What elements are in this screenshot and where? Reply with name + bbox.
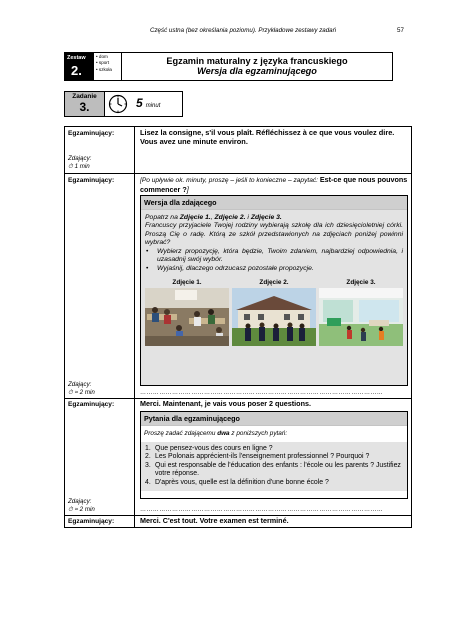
role-zdajacy: Zdający: ⏱ ≈ 2 min	[68, 381, 95, 396]
task-intro: Popatrz na Zdjęcie 1., Zdjęcie 2. i Zdjęcie 3.	[145, 214, 282, 221]
task-bullets	[145, 248, 403, 273]
photo-caption: Zdjęcie 2.	[259, 279, 289, 287]
zestaw-badge	[65, 53, 94, 80]
exam-title	[122, 53, 392, 80]
questions-heading: Pytania dla egzaminującego	[141, 412, 407, 426]
dialogue-table	[64, 126, 412, 528]
zadanie-label: Zadanie	[72, 93, 97, 100]
photo-caption: Zdjęcie 3.	[346, 279, 376, 287]
zadanie-box	[64, 91, 183, 117]
instruction-fr-3: Merci. Maintenant, je vais vous poser 2 questions.	[140, 399, 311, 408]
stopwatch-icon: ⏱	[68, 389, 73, 396]
topic-item: • sport	[96, 60, 110, 66]
task-duration	[131, 92, 182, 116]
topic-list	[94, 53, 122, 80]
photo-caption: Zdjęcie 1.	[172, 279, 202, 287]
student-version-heading: Wersja dla zdającego	[141, 196, 407, 210]
photo-1	[145, 279, 229, 346]
examiner-questions-box	[140, 411, 408, 499]
zestaw-label: Zestaw	[67, 55, 86, 61]
stopwatch-icon: ⏱	[68, 506, 73, 513]
question-list	[141, 442, 407, 491]
zadanie-badge	[65, 92, 105, 116]
question-item: 2. Les Polonais apprécient-ils l'enseignement professionnel ? Pourquoi ?	[145, 453, 370, 461]
role-zdajacy: Zdający: ⏱ 1 min	[68, 155, 92, 170]
duration-unit: minut	[145, 103, 161, 109]
question-item: 4. D'après vous, quelle est la définition d'une bonne école ?	[145, 478, 329, 486]
row-divider	[65, 173, 411, 174]
role-egzaminujacy: Egzaminujący:	[68, 177, 115, 184]
question-item: 1. Que pensez-vous des cours en ligne ?	[145, 445, 273, 452]
questions-instruction: Proszę zadać zdającemu dwa z poniższych pytań:	[144, 430, 288, 437]
topic-item: • szkoła	[96, 66, 112, 72]
topic-item: • dom	[96, 54, 108, 59]
instruction-fr-4: Merci. C'est tout. Votre examen est terminé.	[140, 516, 289, 525]
task-bullet: • Wybierz propozycję, która będzie, Twoim zdaniem, najbardziej odpowiednia, i uzasadnij swój wybór.	[145, 248, 403, 265]
role-egzaminujacy: Egzaminujący:	[68, 518, 115, 525]
role-column	[65, 127, 135, 527]
task-scenario: Francuscy przyjaciele Twojej rodziny wybierają szkołę dla ich dziesięcioletniej córki. Proszą Cię o radę. Którą ze szkół przedstawionych na zdjęciach poniżej powinni wybrać?	[145, 222, 403, 246]
photo-2	[232, 279, 316, 346]
task-bullet: • Wyjaśnij, dlaczego odrzucasz pozostałe propozycje.	[145, 265, 403, 273]
school-uniform-photo	[232, 288, 316, 346]
student-version-box	[140, 195, 408, 386]
question-item: 3. Qui est responsable de l'éducation des enfants : l'école ou les parents ? Justifiez votre réponse.	[145, 461, 401, 478]
page-number: 57	[397, 27, 404, 34]
exam-title-line1: Egzamin maturalny z języka francuskiego	[166, 56, 348, 66]
stopwatch-icon: ⏱	[68, 163, 73, 170]
answer-dots: ……………………………………………………………………………………………………	[140, 390, 384, 396]
duration-value: 5	[136, 96, 143, 110]
role-egzaminujacy: Egzaminujący:	[68, 130, 115, 137]
running-header: Część ustna (bez określania poziomu). Przykładowe zestawy zadań	[150, 27, 337, 34]
classroom-photo	[145, 288, 229, 346]
exam-title-line2: Wersja dla egzaminującego	[197, 66, 317, 76]
photo-3	[319, 279, 403, 346]
student-task-text	[141, 210, 407, 277]
role-egzaminujacy: Egzaminujący:	[68, 401, 115, 408]
instruction-fr-1: Lisez la consigne, s'il vous plaît. Réfléchissez à ce que vous voulez dire. Vous avez une minute environ.	[140, 128, 395, 146]
zestaw-number: 2.	[71, 63, 82, 78]
role-zdajacy: Zdający: ⏱ ≈ 2 min	[68, 498, 95, 513]
modern-school-photo	[319, 288, 403, 346]
exam-header-box	[64, 52, 393, 81]
instruction-pl-2: [Po upływie ok. minuty, proszę – jeśli to konieczne – zapytać: Est-ce que nous pouvons commencer ?]	[140, 175, 408, 194]
answer-dots: ……………………………………………………………………………………………………	[140, 507, 384, 513]
clock-icon	[105, 92, 131, 116]
photo-row	[141, 277, 407, 350]
zadanie-number: 3.	[79, 100, 90, 114]
